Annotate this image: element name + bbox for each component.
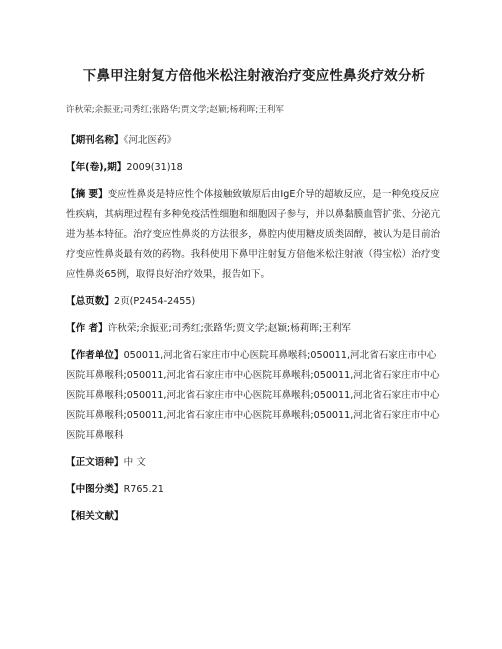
field-volume-issue: [66, 158, 442, 178]
field-author-affiliation: [66, 346, 442, 446]
field-value: 《河北医药》: [123, 135, 177, 146]
field-label: 【作者单位】: [66, 350, 124, 361]
field-label: 【期刊名称】: [66, 135, 124, 146]
authors-line: 许秋荣;余振亚;司秀红;张路华;贾文学;赵颖;杨莉晖;王利军: [66, 105, 284, 115]
field-abstract: [66, 185, 442, 285]
field-value: 变应性鼻炎是特应性个体接触致敏原后由IgE介导的超敏反应，是一种免疫反应性疾病，其病理过程有多种免疫活性细胞和细胞因子参与，并以鼻黏膜血管扩张、分泌亢进为基本特征。治疗变应性鼻炎的方法很多，鼻腔内使用糖皮质类固醇，被认为是目前治疗变应性鼻炎最有效的药物。我科使用下鼻甲注射复方倍他米松注射液（得宝松）治疗变应性鼻炎65例，取得良好治疗效果，报告如下。: [66, 189, 441, 280]
field-related-literature: [66, 507, 442, 527]
field-value: 中 文: [123, 457, 146, 468]
field-label: 【年(卷),期】: [66, 162, 127, 173]
field-value: 2页(P2454-2455): [113, 296, 196, 307]
field-label: 【总页数】: [66, 296, 114, 307]
field-value: 050011,河北省石家庄市中心医院耳鼻喉科;050011,河北省石家庄市中心医院耳鼻喉科;050011,河北省石家庄市中心医院耳鼻喉科;050011,河北省石家庄市中心医院耳鼻喉科;050011,河北省石家庄市中心医院耳鼻喉科;050011,河北省石家庄市中心医院耳鼻喉科;050011,河北省石家庄市中心医院耳鼻喉科;050011,河北省石家庄市中心医院耳鼻喉科: [66, 350, 440, 441]
field-language: [66, 453, 442, 473]
document-title: 下鼻甲注射复方倍他米松注射液治疗变应性鼻炎疗效分析: [82, 68, 426, 84]
field-value: R765.21: [123, 484, 164, 495]
field-label: 【正文语种】: [66, 457, 124, 468]
field-label: 【中图分类】: [66, 484, 124, 495]
field-label: 【作 者】: [66, 323, 108, 334]
field-page-count: [66, 292, 442, 312]
field-label: 【摘 要】: [66, 189, 108, 200]
field-label: 【相关文献】: [66, 511, 124, 522]
field-value: 2009(31)18: [126, 162, 183, 173]
field-authors: [66, 319, 442, 339]
field-classification: [66, 480, 442, 500]
field-journal: [66, 131, 442, 151]
field-value: 许秋荣;余振亚;司秀红;张路华;贾文学;赵颖;杨莉晖;王利军: [107, 323, 352, 334]
